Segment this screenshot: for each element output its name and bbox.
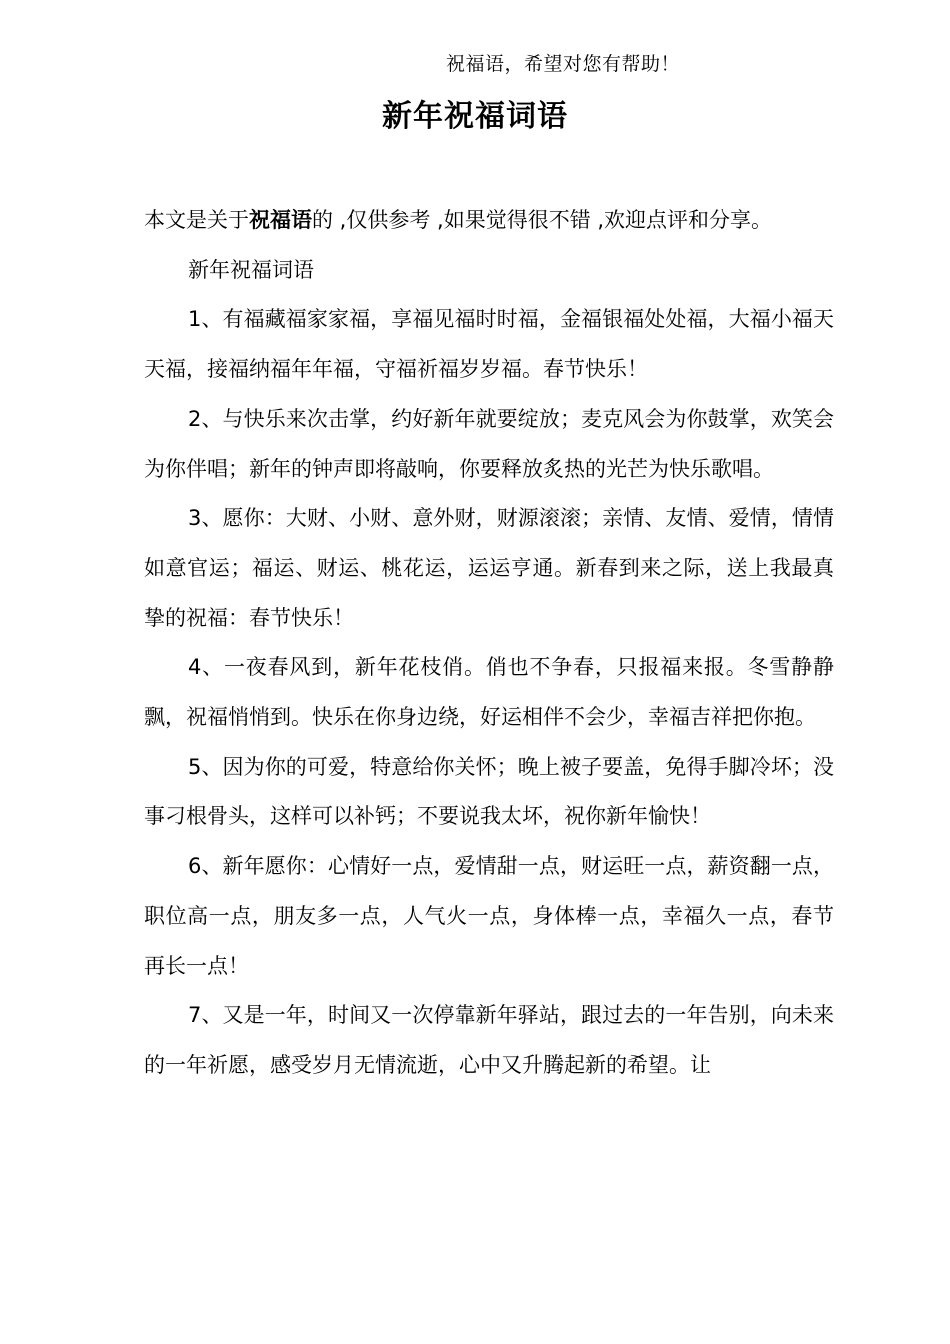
header-note: 祝福语，希望对您有帮助！ <box>446 53 681 75</box>
paragraph-2: 2、与快乐来次击掌，约好新年就要绽放；麦克风会为你鼓掌，欢笑会为你伴唱；新年的钟声即将敲响，你要释放炙热的光芒为快乐歌唱。 <box>144 406 834 481</box>
section-subtitle: 新年祝福词语 <box>188 257 314 282</box>
paragraph-7: 7、又是一年，时间又一次停靠新年驿站，跟过去的一年告别，向未来的一年祈愿，感受岁月无情流逝，心中又升腾起新的希望。让 <box>144 1003 834 1077</box>
paragraph-3: 3、愿你：大财、小财、意外财，财源滚滚；亲情、友情、爱情，情情如意官运；福运、财运、桃花运，运运亨通。新春到来之际，送上我最真挚的祝福：春节快乐！ <box>144 506 834 630</box>
intro-keyword: 祝福语 <box>249 208 312 232</box>
paragraph-4: 4、一夜春风到，新年花枝俏。俏也不争春，只报福来报。冬雪静静飘，祝福悄悄到。快乐在你身边绕，好运相伴不会少，幸福吉祥把你抱。 <box>144 655 834 730</box>
document-title: 新年祝福词语 <box>382 99 568 134</box>
paragraph-1: 1、有福藏福家家福，享福见福时时福，金福银福处处福，大福小福天天福，接福纳福年年福，守福祈福岁岁福。春节快乐！ <box>144 307 834 382</box>
intro-suffix: 的 ,仅供参考 ,如果觉得很不错 ,欢迎点评和分享。 <box>312 208 773 232</box>
document-body <box>144 196 834 1091</box>
intro-prefix: 本文是关于 <box>144 208 249 232</box>
intro-paragraph <box>144 196 834 246</box>
paragraph-6: 6、新年愿你：心情好一点，爱情甜一点，财运旺一点，薪资翻一点，职位高一点，朋友多一点，人气火一点，身体棒一点，幸福久一点，春节再长一点！ <box>144 854 834 978</box>
paragraph-5: 5、因为你的可爱，特意给你关怀；晚上被子要盖，免得手脚冷坏；没事刁根骨头，这样可以补钙；不要说我太坏，祝你新年愉快！ <box>144 754 834 829</box>
